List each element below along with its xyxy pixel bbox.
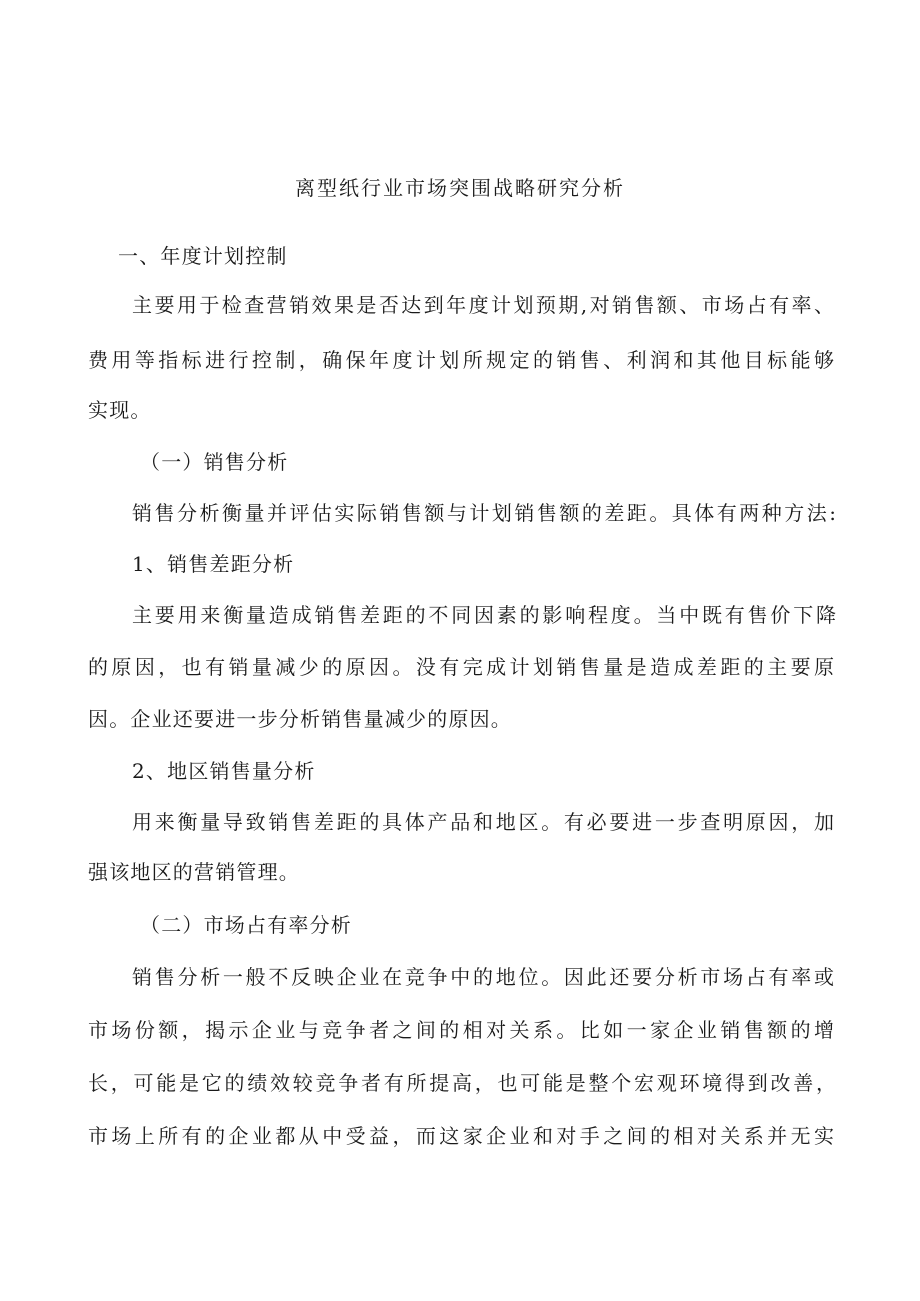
paragraph-line: 用来衡量导致销售差距的具体产品和地区。有必要进一步查明原因，加	[132, 810, 834, 834]
paragraph-line: 主要用于检查营销效果是否达到年度计划预期,对销售额、市场占有率、	[132, 293, 834, 317]
paragraph-line: 市场上所有的企业都从中受益，而这家企业和对手之间的相对关系并无实	[88, 1124, 834, 1148]
paragraph-line: 强该地区的营销管理。	[88, 860, 300, 884]
paragraph-line: 销售分析衡量并评估实际销售额与计划销售额的差距。具体有两种方法:	[132, 501, 836, 525]
list-item-sales-gap: 1、销售差距分析	[132, 552, 295, 576]
paragraph-line: 销售分析一般不反映企业在竞争中的地位。因此还要分析市场占有率或	[132, 965, 834, 989]
paragraph-line: 市场份额，揭示企业与竞争者之间的相对关系。比如一家企业销售额的增	[88, 1018, 834, 1042]
document-title: 离型纸行业市场突围战略研究分析	[295, 176, 625, 200]
subheading-sales-analysis: （一）销售分析	[140, 450, 289, 474]
paragraph-line: 因。企业还要进一步分析销售量减少的原因。	[88, 707, 512, 731]
paragraph-line: 费用等指标进行控制，确保年度计划所规定的销售、利润和其他目标能够	[88, 348, 834, 372]
paragraph-line: 主要用来衡量造成销售差距的不同因素的影响程度。当中既有售价下降	[132, 603, 836, 627]
section-heading-annual-plan: 一、年度计划控制	[118, 244, 288, 268]
paragraph-line: 实现。	[88, 398, 152, 422]
subheading-market-share: （二）市场占有率分析	[140, 913, 352, 937]
paragraph-line: 长，可能是它的绩效较竞争者有所提高，也可能是整个宏观环境得到改善，	[88, 1071, 836, 1095]
paragraph-line: 的原因，也有销量减少的原因。没有完成计划销售量是造成差距的主要原	[88, 655, 834, 679]
list-item-regional-sales: 2、地区销售量分析	[132, 759, 316, 783]
